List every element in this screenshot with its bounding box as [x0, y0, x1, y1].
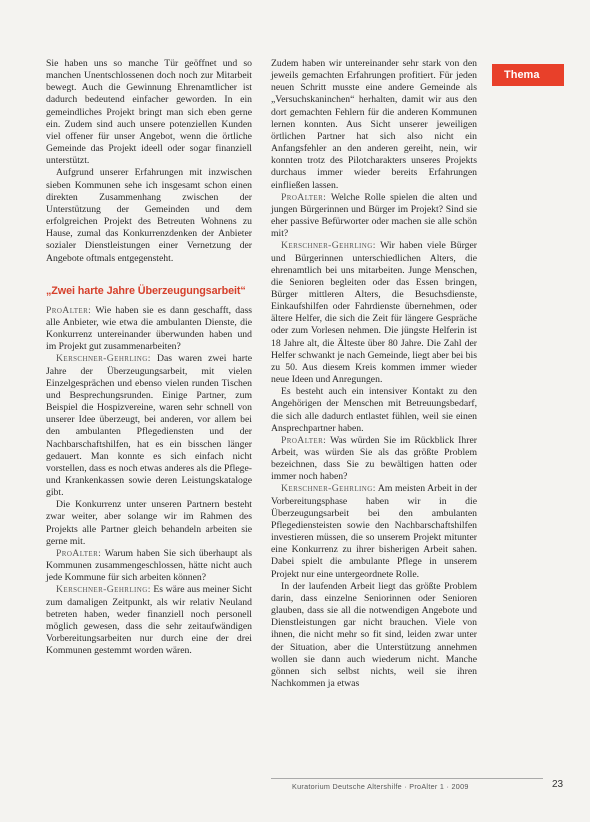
speaker-label: ProAlter: [281, 191, 327, 203]
answer-text: Am meisten Arbeit in der Vorbereitungsphase haben wir in die Überzeugungsarbeit bei den ambulanten Pflegediensteisten sowie den Nachbarschaftshilfen investieren müssen, die so unserem Projekt mitunter eine Konkurrenz zu ihrer bisherigen Arbeit sahen. Dabei spielt die ambulante Pflege in unserem Projekt nur eine untergeordnete Rolle. [271, 483, 478, 580]
text-column-middle [271, 58, 477, 690]
speaker-label: ProAlter: [56, 547, 102, 559]
speaker-label: Kerschner-Gehrling: [56, 353, 151, 365]
speaker-label: ProAlter: [281, 434, 327, 446]
paragraph: Sie haben uns so manche Tür geöffnet und so manchen Unentschlossenen doch noch zur Mitarbeit bewegt. Auch die Gewinnung Ehrenamtlicher ist dadurch bedeutend einfacher geworden. In ein gemeindliches Projekt bringt man sich eben gerne ein. Zudem sind auch unsere potenziellen Kunden viel offener für unser Angebot, wenn die örtliche Gemeinde das Projekt ideell oder sogar finanziell unterstützt. [46, 58, 252, 167]
question-text: Was würden Sie im Rückblick Ihrer Arbeit, was würden Sie als das größte Problem bezeichnen, dass Sie zu bewältigen hatten oder immer noch haben? [271, 434, 477, 483]
text-column-left [46, 58, 252, 657]
answer-text: Das waren zwei harte Jahre der Überzeugungsarbeit, mit vielen Einzelgesprächen und ebenso vielen runden Tischen und Besprechungsrunden. Einige Partner, zum Beispiel die Hospizvereine, waren sehr schnell von unserer Idee überzeugt, bei anderen, vor allem bei den ambulanten Pflegediensten und der Nachbarschaftshilfen, hat es ein bisschen länger gedauert. Man konnte es sich einfach nicht vorstellen, dass es noch etwas anderes als die Pflege- und Krankenkassen sowie deren Leistungskataloge gibt. [46, 353, 252, 499]
subheading: „Zwei harte Jahre Überzeugungsarbeit“ [46, 284, 246, 297]
page-number: 23 [552, 779, 564, 790]
interview-question [271, 435, 477, 484]
answer-text: Es wäre aus meiner Sicht zum damaligen Zeitpunkt, als wir relativ Neuland betreten haben, weder finanziell noch personell möglich gewesen, dass die sehr zeitaufwändigen Vorbereitungsarbeiten nur durch eine der drei Kommunen gestemmt worden wären. [46, 584, 252, 657]
footer-divider [271, 778, 543, 779]
speaker-label: ProAlter: [46, 304, 92, 316]
paragraph: Aufgrund unserer Erfahrungen mit inzwischen sieben Kommunen sehe ich insgesamt schon einen direkten Zusammenhang zwischen der Unterstützung der Gemeinden und dem erfolgreichen Projekt des Betreuten Wohnens zu Hause, zumal das Konkurrenzdenken der Anbieter sozialer Dienstleistungen einer Vernetzung der Angebote oftmals entgegensteht. [46, 167, 252, 264]
paragraph: Zudem haben wir untereinander sehr stark von den jeweils gemachten Erfahrungen profitiert. Für jeden neuen Schritt musste eine andere Gemeinde als „Versuchskaninchen“ herhalten, damit wir aus den dort gemachten Fehlern für die anderen Kommunen lernen konnten. Aus Sicht unserer jeweiligen örtlichen Partner hat sich also nicht ein Anfangsfehler an den anderen gereiht, nein, wir konnten trotz des Pilotcharakters unseres Projekts durchaus immer wieder bereits Erfahrungen einfließen lassen. [271, 58, 477, 191]
paragraph: In der laufenden Arbeit liegt das größte Problem darin, dass einzelne Seniorinnen oder Senioren glauben, dass sie all die notwendigen Angebote und Dienstleistungen gar nicht brauchen. Viele von ihnen, die nicht mehr so fit sind, leiden zwar unter der Situation, aber die Unterstützung annehmen wollen sie dann auch wiederum nicht. Manche gönnen sich selbst nichts, weil sie ihren Nachkommen ja etwas [271, 580, 477, 689]
question-text: Welche Rolle spielen die alten und jungen Bürgerinnen und Bürger im Projekt? Sind sie eher passive Befürworter oder machen sie alle schön mit? [271, 191, 477, 240]
speaker-label: Kerschner-Gehrling: [56, 584, 151, 596]
question-text: Wie haben sie es dann geschafft, dass alle Anbieter, wie etwa die ambulanten Dienste, die Konkurrenz untereinander überwunden haben und im Projekt gut zusammenarbeiten? [46, 304, 252, 353]
interview-answer [46, 584, 252, 657]
interview-answer [271, 483, 477, 580]
footer-source: Kuratorium Deutsche Altershilfe · ProAlter 1 · 2009 [292, 782, 469, 791]
speaker-label: Kerschner-Gehrling: [281, 240, 376, 252]
interview-answer [271, 240, 477, 386]
paragraph: Es besteht auch ein intensiver Kontakt zu den Angehörigen der Menschen mit Betreuungsbedarf, die sich alle dadurch entlastet fühlen, weil sie einen Ansprechpartner haben. [271, 386, 477, 434]
question-text: Warum haben Sie sich überhaupt als Kommunen zusammengeschlossen, hätte nicht auch jede Kommune für sich arbeiten können? [46, 547, 252, 584]
speaker-label: Kerschner-Gehrling: [281, 483, 376, 495]
section-tab: Thema [492, 64, 564, 86]
paragraph: Die Konkurrenz unter unseren Partnern besteht zwar weiter, aber solange wir im Rahmen des Projekts alle Partner gleich behandeln arbeiten sie gerne mit. [46, 499, 252, 547]
answer-text: Wir haben viele Bürger und Bürgerinnen unterschiedlichen Alters, die ehrenamtlich bei uns mitarbeiten. Junge Menschen, die Senioren begleiten oder das Essen bringen, Bürger mittleren Alters, die Besuchsdienste, Einkaufshilfen oder Fahrdienste übernehmen, oder ältere Helfer, die sich die Zeit für längere Gespräche oder zum Vorlesen nehmen. Die jüngste Helferin ist 18 Jahre alt, die Älteste über 80 Jahre. Die Zahl der Helfer schwankt je nach Gemeinde, liegt aber bei bis zu 50. Aus diesem Kreis kommen immer wieder neue Ideen und Anregungen. [271, 240, 478, 386]
interview-question [271, 192, 477, 241]
interview-question [46, 305, 252, 354]
interview-answer [46, 353, 252, 499]
interview-question [46, 548, 252, 584]
